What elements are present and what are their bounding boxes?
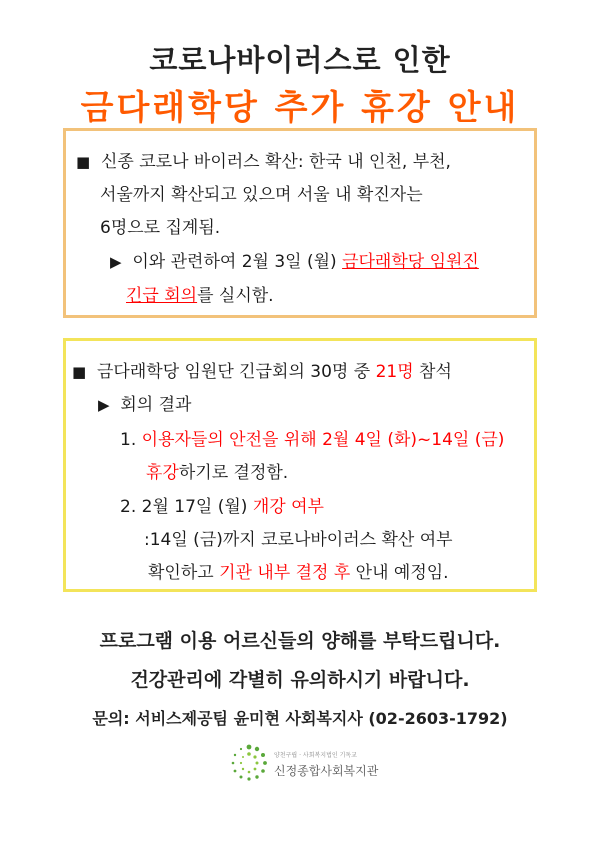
closure-highlight: 이용자들의 안전을 위해 2월 4일 (화)~14일 (금) xyxy=(141,430,505,450)
attendance-highlight: 21명 xyxy=(375,362,414,382)
square-bullet-icon: ■ xyxy=(76,153,91,171)
square-bullet-icon: ■ xyxy=(72,363,87,381)
box1-line-1: ■ 신종 코로나 바이러스 확산: 한국 내 인천, 부천, xyxy=(76,152,451,172)
closing-line-1: 프로그램 이용 어르신들의 양해를 부탁드립니다. xyxy=(99,630,501,652)
contact-info: 문의: 서비스제공팀 윤미현 사회복지사 (02-2603-1792) xyxy=(92,709,508,728)
leaf-circle-logo-icon xyxy=(228,742,270,784)
box2-item-1: 1. 이용자들의 안전을 위해 2월 4일 (화)~14일 (금) xyxy=(120,430,505,450)
box1-line-3: 6명으로 집계됨. xyxy=(100,218,221,238)
box2-item-1-cont: 휴강하기로 결정함. xyxy=(146,463,289,483)
box2-line-1: ■ 금다래학당 임원단 긴급회의 30명 중 21명 참석 xyxy=(72,362,452,382)
title-line-1: 코로나바이러스로 인한 xyxy=(149,43,451,77)
box1-line-2: 서울까지 확산되고 있으며 서울 내 확진자는 xyxy=(100,185,423,205)
box2-result-label: ▶ 회의 결과 xyxy=(98,395,192,415)
decision-highlight: 기관 내부 결정 후 xyxy=(219,563,351,583)
box1-line-4: ▶ 이와 관련하여 2월 3일 (월) 금다래학당 임원진 xyxy=(110,252,479,272)
box2-item-2-line-2: :14일 (금)까지 코로나바이러스 확산 여부 xyxy=(144,530,453,550)
box2-item-2-line-3: 확인하고 기관 내부 결정 후 안내 예정임. xyxy=(148,563,449,583)
organization-logo xyxy=(228,742,378,784)
logo-subtitle: 양천구립 · 사회복지법인 기독교 xyxy=(274,752,357,759)
meeting-highlight: 금다래학당 임원진 xyxy=(342,252,479,272)
reopen-highlight: 개강 여부 xyxy=(252,497,324,517)
meeting-highlight-2: 긴급 회의 xyxy=(126,286,198,306)
notice-box-2 xyxy=(63,338,537,592)
notice-box-1 xyxy=(63,128,537,318)
arrow-bullet-icon: ▶ xyxy=(98,396,110,414)
title-line-2: 금다래학당 추가 휴강 안내 xyxy=(80,88,520,128)
logo-name: 신정종합사회복지관 xyxy=(274,764,379,778)
closing-line-2: 건강관리에 각별히 유의하시기 바랍니다. xyxy=(130,669,470,691)
box1-line-5: 긴급 회의를 실시함. xyxy=(126,286,274,306)
box2-item-2: 2. 2월 17일 (월) 개강 여부 xyxy=(120,497,324,517)
arrow-bullet-icon: ▶ xyxy=(110,253,122,271)
